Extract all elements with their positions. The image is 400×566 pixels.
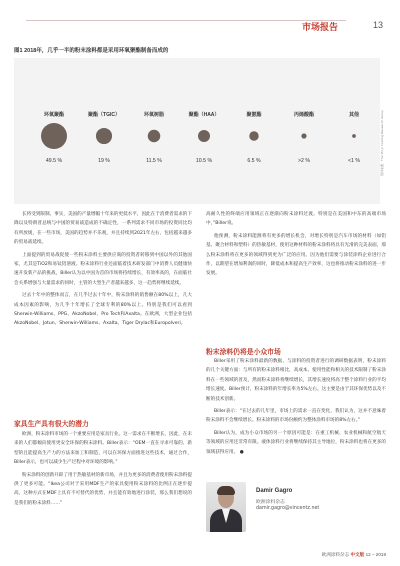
bubble (41, 123, 67, 149)
left-paragraph-3: 过去十年中的整体而言，在几乎过去十年中，粉末涂料的销售额在80%以上，几大成本因素的影响，为几乎十年增长了全球专利的80%以上。特别是我们可以看到Sherwin-Williams、PPG、AkzoNobel、Pro Tech和Axalta。在欧洲，大型企业包括AkzoNobel、Jotun、Sherwin-Williams、Axalta、Tiger Drylac和Europolveri。 (14, 293, 192, 327)
value-label: 49.5 % (45, 158, 63, 164)
right-paragraph-5 (206, 429, 386, 457)
author-role: 欧洲涂料杂志 (256, 500, 285, 505)
left-column-top (14, 210, 192, 329)
right-paragraph-4: Biller表示：“在过去的几年里，市场上的需求一直在变化，我们认为，这并不意味着粉末涂料不会继续增长。粉末涂料的市场份额约为整体涂料市场的8%左右。” (206, 409, 386, 424)
right-column-top (206, 210, 386, 279)
page-header (0, 8, 400, 32)
bubble (198, 130, 210, 142)
bubble (96, 128, 112, 144)
page-number: 13 (373, 20, 384, 30)
end-marker: ● (239, 449, 244, 455)
figure-credit (380, 58, 390, 178)
category-label: 环氧树脂 (143, 112, 165, 118)
bubble (352, 134, 356, 138)
right-paragraph-3: Biller采用了粉末涂料最新的数据，与涂料的投资者进行的调研数据表明，粉末涂料的几个关键方面：与所有的粉末涂料相比，高成本、使用性能和相关的技术限制了粉末涂料在一些领域的普及，然而粉末涂料将继续增长，其增长速度将高于整个涂料行业的平均增长速度。Biller预计，粉末涂料的年增长率为5%左右。这主要是由于其环保优势以及不断的技术创新。 (206, 359, 386, 402)
figure-credit-text: 资料来源：The Vinyl Coating Research Group (380, 109, 384, 176)
footer-issue: 12 – 2019 (365, 552, 386, 557)
category-label: 丙烯酸酯 (293, 112, 315, 118)
right-paragraph-5-text: Biller认为，成为小众市场的另一个原因可能是：在重工机械、农业机械和航空航天等领域的应用还非常有限。液体涂料行业将继续保持其主导地位，粉末涂料也将在更多的领域获得应用。 (206, 430, 386, 455)
author-photo (206, 482, 246, 532)
footer-journal: 欧洲涂料杂志 (321, 552, 350, 557)
footer-edition: 中文版 (350, 552, 365, 557)
page-footer (322, 552, 386, 558)
left-column-bottom (14, 430, 192, 508)
right-paragraph-1: 高耐久性的终端应用领域正在逐渐向粉末涂料过渡。特别是在美国和中东的高端市场中，”Biller说。 (206, 212, 386, 227)
left-paragraph-4: 欧洲，粉末涂料市场的一个重要应用是家具行业。这一需求在不断增长，因此，在未来的人们都倾向使用更安全环保的粉末涂料。Biller表示：“OEM一直在寻求可靠的、新型的且能提高生产力的方法来加工和制造，可以在环保方面推进这些技术，通过合作，Biller表示，也可以减少生产过程中对环境的影响。” (14, 432, 192, 466)
category-label: 聚酯（HAA） (188, 112, 220, 118)
bubble (148, 130, 161, 143)
bubble (249, 131, 258, 140)
category-label: 环氧聚酯 (43, 112, 65, 118)
left-section-heading: 家具生产具有很大的潜力 (14, 421, 89, 428)
header-divider (26, 20, 346, 21)
category-label: 聚氨酯 (246, 112, 262, 118)
bubble-chart (14, 58, 380, 204)
figure-caption: 图1 2018年，几乎一半的粉末涂料都是采用环氧聚酯制备而成的 (14, 48, 169, 54)
left-paragraph-1: 长将受到限制。事实，美国的产量增幅十年来的更低水平，因此在于消费者需求的下降以及特朗普总统与中国的贸易战造成的不确定性，一系列需求不同市场的投资同比均有所放缓，在一些市场，美国的趋势并不乐观，并且持续到2021年左右，包括越来越多的贸易战延续。 (14, 212, 192, 246)
bubble (301, 133, 306, 138)
section-title: 市场报告 (302, 22, 339, 32)
value-label: 10.5 % (195, 158, 213, 164)
value-label: 6.5 % (247, 158, 261, 164)
right-column-bottom (206, 357, 386, 457)
author-name: Damir Gagro (256, 488, 293, 494)
right-section-heading: 粉末涂料仍将是小众市场 (206, 349, 281, 356)
value-label: >2 % (298, 158, 310, 164)
left-paragraph-5: 粉末涂料的创新开辟了用于热敏基材的新市场，并且为更多的消费者使用粉末涂料提供了更多可能。“Ikea公司对于采用MDF生产的家具使用粉末涂料的比例正在逐步提高，这种方式在MDF上具有不可替代的优势，并且能有效地进行涂装，那么我们想说的是我们的粉末涂料……” (14, 472, 192, 506)
right-paragraph-2: 他预测，粉末涂料能源将有更多的增长机会，对增长特别是汽车市场的材料（如铝基、聚合材料和塑料）的热敏基材，使用这种材料的粉末涂料将具有光滑的完美表面，那么粉末涂料将在更多的领域得到更为广泛的应用。因为他们需要与涂装涂料企业进行合作，以期望在增加利润的同时，降低成本和提高生产效率，这也将推动粉末涂料的进一步发展。 (206, 233, 386, 277)
value-label: <1 % (348, 158, 360, 164)
author-email[interactable]: damir.gagro@vincentz.net (256, 506, 320, 511)
left-paragraph-2: 上面提到的贸易战促使一些粉末涂料主要供应商的投资者转移到中国以外的其他国家，尤其是TiO2和易钛铝溶液。粉末涂料行业还面临着技术研发部门中消费人员健康快速开发新产品的挑战，Biller认为以中国为首的市场将持续增长，有效率高的，在面临社会关系增强与大量需求的同时，主管的大型生产者越来越多，这一趋势将继续延续。 (14, 252, 192, 286)
bubble-chart-svg (14, 58, 380, 204)
author-box (206, 472, 386, 536)
value-label: 19 % (98, 158, 110, 164)
category-label: 其他 (348, 112, 360, 118)
value-label: 11.5 % (146, 158, 162, 164)
category-label: 聚酯（TGIC） (88, 112, 120, 118)
